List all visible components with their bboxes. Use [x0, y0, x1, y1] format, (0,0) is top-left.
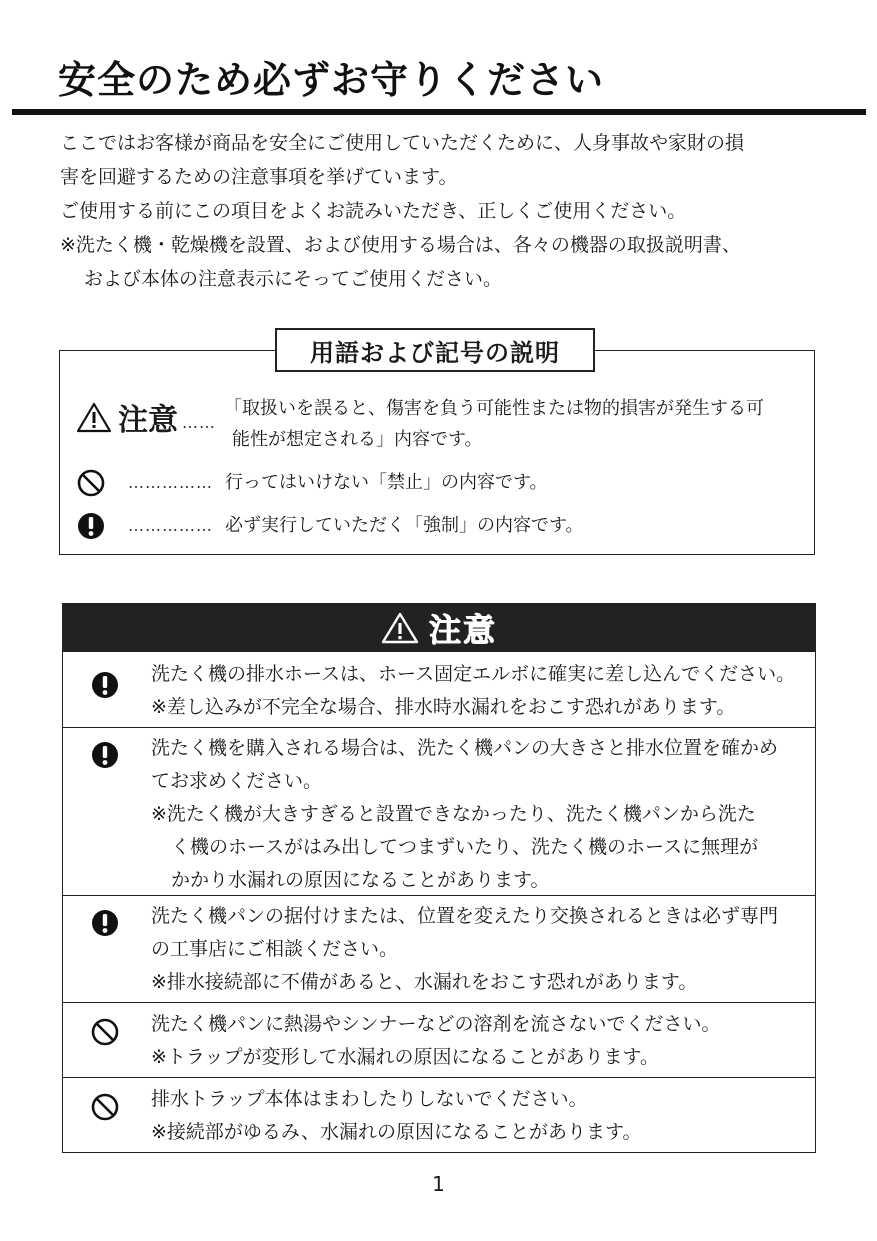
caution-item-text	[151, 658, 807, 724]
caution-item-text	[151, 1008, 807, 1074]
item-note: ※接続部がゆるみ、水漏れの原因になることがあります。	[151, 1121, 642, 1143]
intro-line: ご使用する前にこの項目をよくお読みいただき、正しくご使用ください。	[60, 200, 687, 222]
item-line: 洗たく機パンの据付けまたは、位置を変えたり交換されるときは必ず専門	[151, 905, 779, 927]
caution-word: 注意	[118, 403, 178, 438]
item-line: 洗たく機の排水ホースは、ホース固定エルボに確実に差し込んでください。	[151, 663, 796, 685]
item-note: かかり水漏れの原因になることがあります。	[171, 869, 550, 891]
term-mandatory-desc: 必ず実行していただく「強制」の内容です。	[225, 515, 584, 536]
item-line: 洗たく機パンに熱湯やシンナーなどの溶剤を流さないでください。	[151, 1013, 721, 1035]
item-note: ※洗たく機が大きすぎると設置できなかったり、洗たく機パンから洗た	[151, 803, 756, 825]
item-note: く機のホースがはみ出してつまずいたり、洗たく機のホースに無理が	[171, 836, 759, 858]
intro-text	[60, 126, 840, 296]
title-underline	[12, 109, 866, 115]
leader-dots: ……………	[128, 516, 213, 535]
page-title: 安全のため必ずお守りください	[58, 58, 605, 102]
intro-line: ここではお客様が商品を安全にご使用していただくために、人身事故や家財の損	[60, 132, 745, 154]
caution-header	[63, 604, 815, 651]
warning-triangle-icon	[381, 611, 419, 645]
term-caution-row	[76, 395, 764, 455]
warning-triangle-icon	[76, 401, 112, 433]
leader-dots: ……	[182, 413, 216, 432]
caution-item	[63, 1077, 815, 1151]
mandatory-icon	[76, 511, 106, 541]
term-prohibit-desc: 行ってはいけない「禁止」の内容です。	[225, 472, 548, 493]
item-line: てお求めください。	[151, 770, 323, 792]
leader-dots: ……………	[128, 473, 213, 492]
intro-line: ※洗たく機・乾燥機を設置、および使用する場合は、各々の機器の取扱説明書、	[60, 234, 741, 256]
page-number: 1	[432, 1172, 445, 1196]
item-note: ※トラップが変形して水漏れの原因になることがあります。	[151, 1046, 660, 1068]
desc-line: 「取扱いを誤ると、傷害を負う可能性または物的損害が発生する可	[224, 398, 764, 419]
caution-item	[63, 1002, 815, 1077]
term-prohibit-row	[76, 467, 548, 498]
mandatory-icon	[90, 670, 120, 700]
caution-section	[62, 603, 816, 1153]
prohibited-icon	[90, 1017, 120, 1047]
prohibited-icon	[76, 468, 106, 498]
item-line: 洗たく機を購入される場合は、洗たく機パンの大きさと排水位置を確かめ	[151, 737, 779, 759]
caution-item	[63, 727, 815, 895]
terms-title: 用語および記号の説明	[275, 328, 595, 372]
caution-item	[63, 895, 815, 1002]
caution-item-text	[151, 900, 807, 999]
item-note: ※排水接続部に不備があると、水漏れをおこす恐れがあります。	[151, 971, 698, 993]
item-line: 排水トラップ本体はまわしたりしないでください。	[151, 1088, 588, 1110]
intro-line: 害を回避するための注意事項を挙げています。	[60, 166, 458, 188]
prohibited-icon	[90, 1092, 120, 1122]
caution-item-text	[151, 732, 807, 897]
caution-item	[63, 651, 815, 727]
term-caution-desc	[224, 393, 764, 455]
desc-line: 能性が想定される」内容です。	[232, 429, 483, 450]
item-note: ※差し込みが不完全な場合、排水時水漏れをおこす恐れがあります。	[151, 696, 736, 718]
term-caution-label	[76, 395, 178, 439]
caution-header-label: 注意	[428, 610, 497, 649]
mandatory-icon	[90, 908, 120, 938]
mandatory-icon	[90, 740, 120, 770]
caution-item-text	[151, 1083, 807, 1149]
term-mandatory-row	[76, 510, 584, 541]
item-line: の工事店にご相談ください。	[151, 938, 399, 960]
intro-line: および本体の注意表示にそってご使用ください。	[84, 268, 503, 290]
